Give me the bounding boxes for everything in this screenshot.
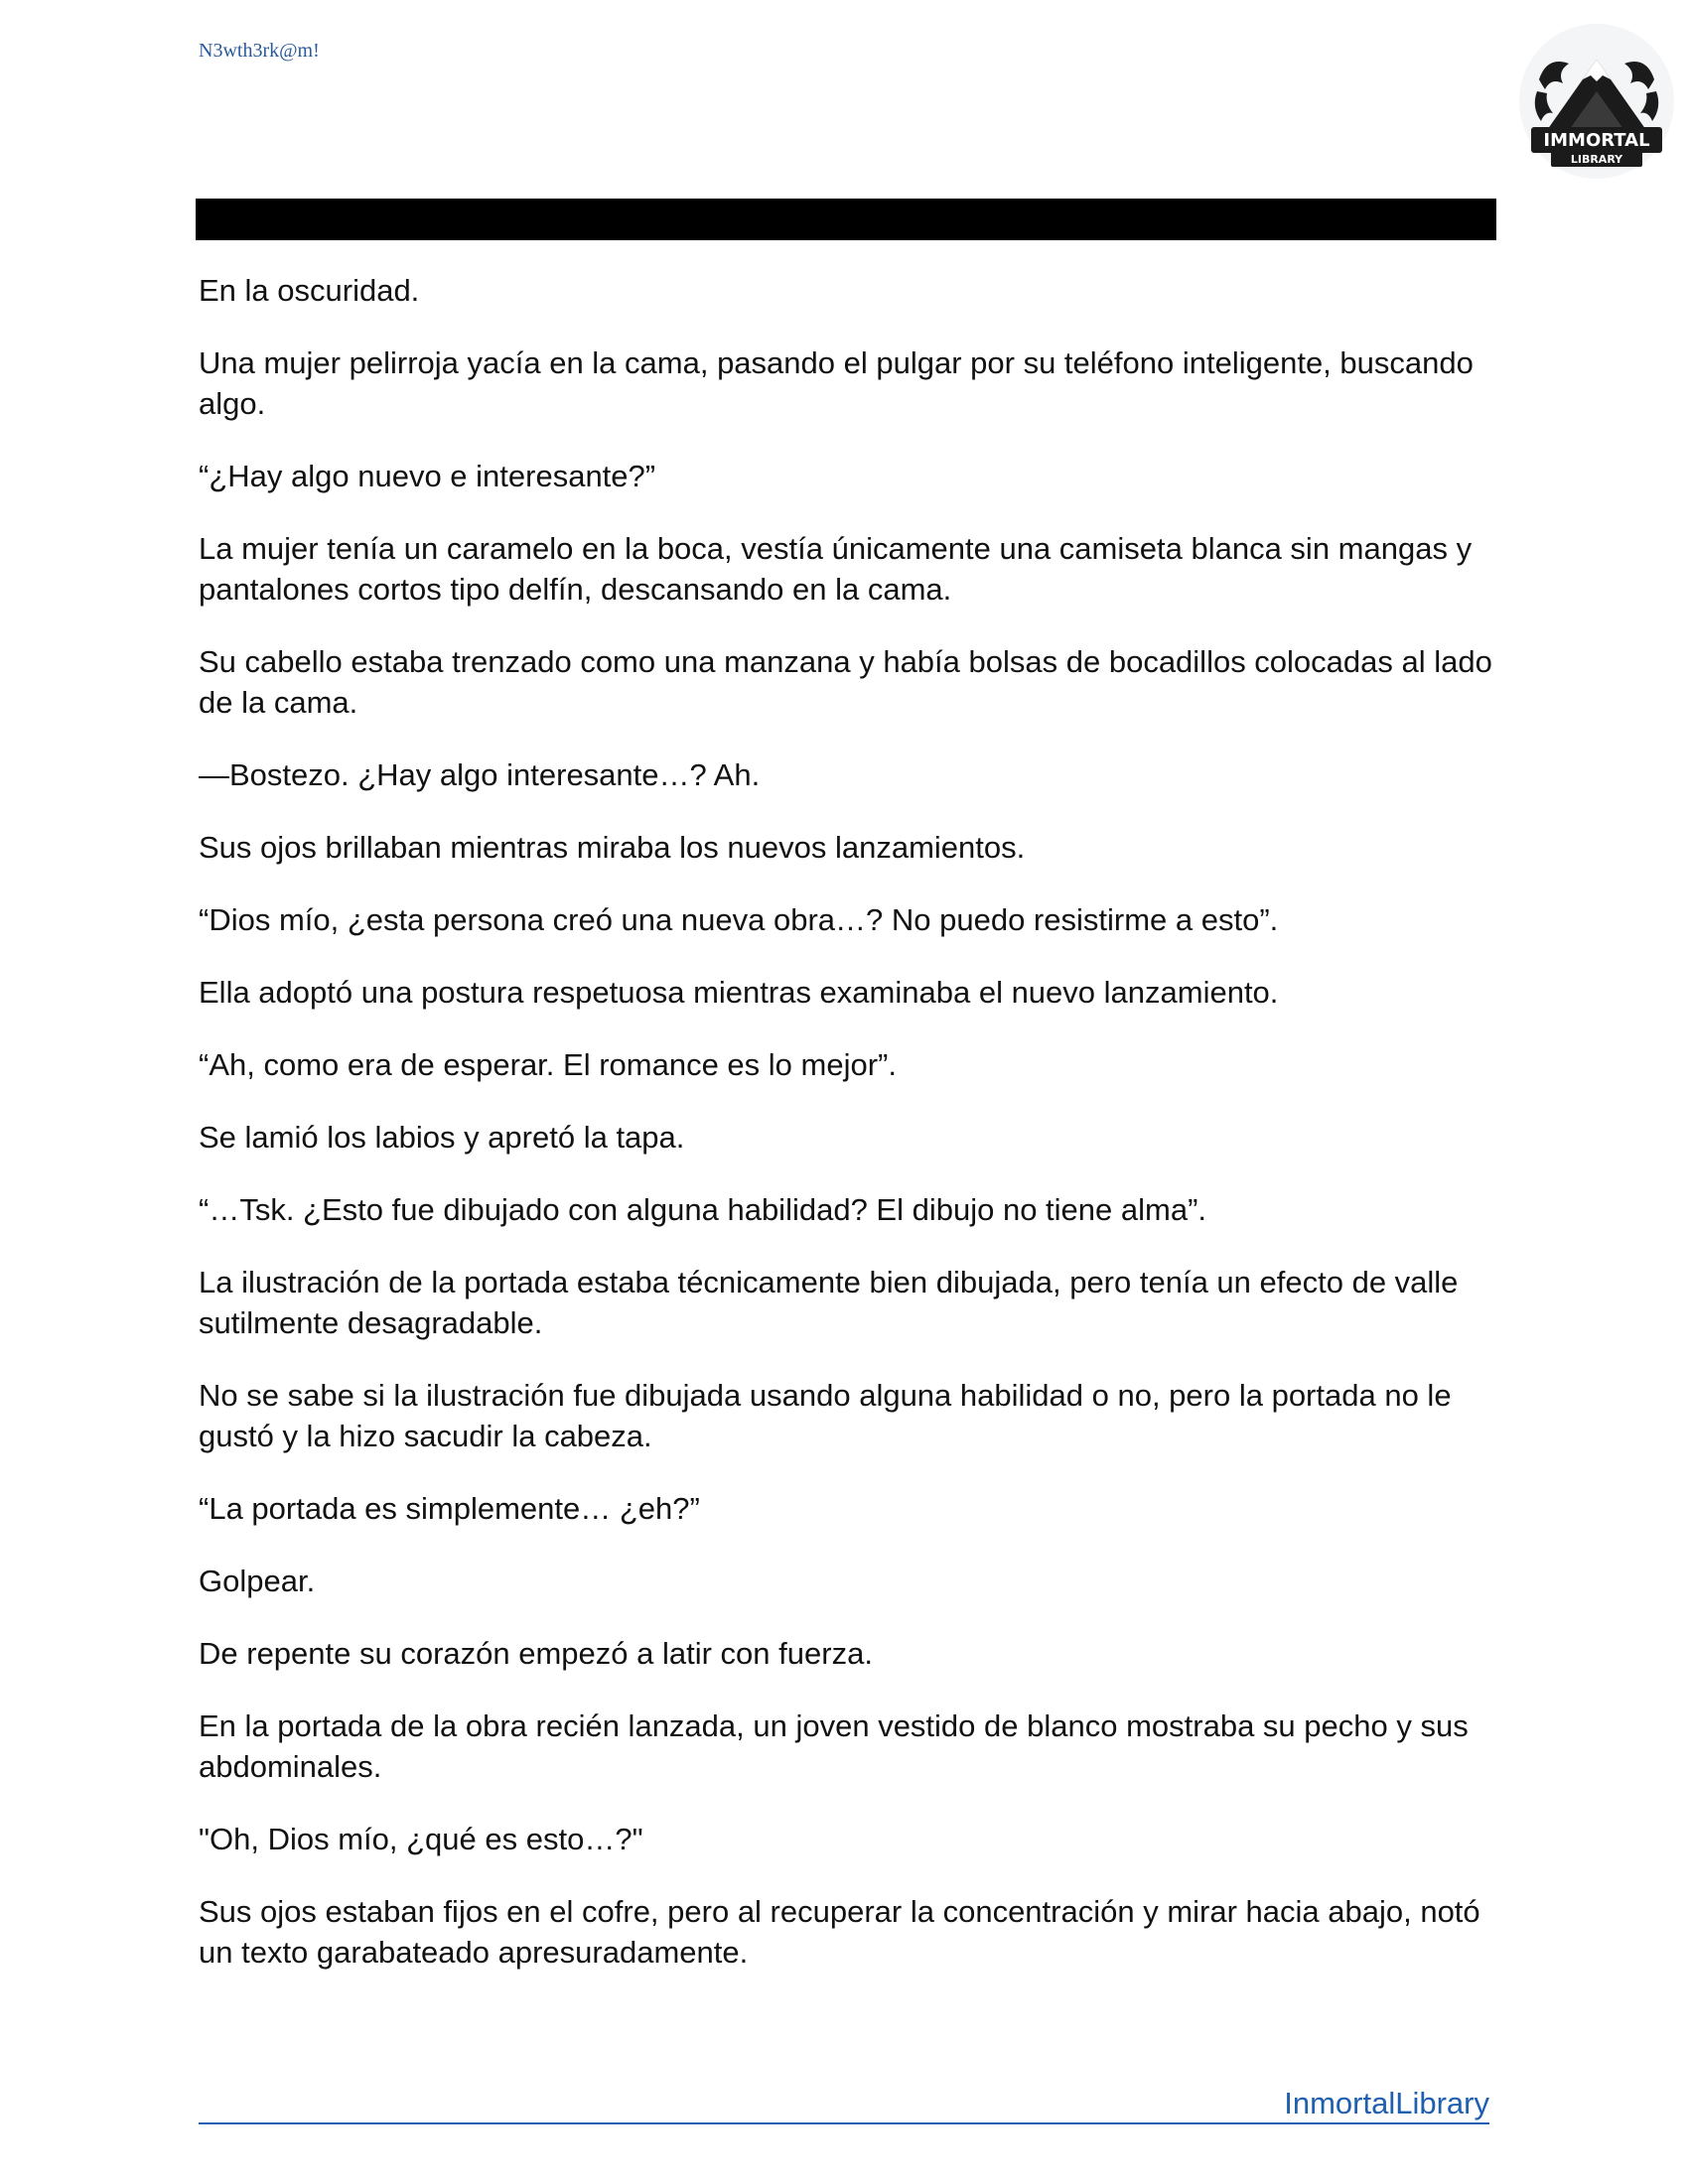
paragraph: Su cabello estaba trenzado como una manzana y había bolsas de bocadillos colocadas al lado de la cama.: [199, 644, 1492, 720]
paragraph: No se sabe si la ilustración fue dibujada usando alguna habilidad o no, pero la portada no le gustó y la hizo sacudir la cabeza.: [199, 1378, 1452, 1453]
paragraph: —Bostezo. ¿Hay algo interesante…? Ah.: [199, 757, 761, 792]
paragraph: En la oscuridad.: [199, 273, 420, 308]
paragraph: “Ah, como era de esperar. El romance es lo mejor”.: [199, 1047, 897, 1082]
paragraph: De repente su corazón empezó a latir con fuerza.: [199, 1636, 873, 1671]
paragraph: Ella adoptó una postura respetuosa mientras examinaba el nuevo lanzamiento.: [199, 975, 1279, 1010]
paragraph: En la portada de la obra recién lanzada, un joven vestido de blanco mostraba su pecho y sus abdominales.: [199, 1708, 1469, 1784]
paragraph: La mujer tenía un caramelo en la boca, vestía únicamente una camiseta blanca sin mangas y pantalones cortos tipo delfín, descansando en la cama.: [199, 531, 1473, 607]
chapter-title-bar: [196, 199, 1496, 240]
paragraph: Sus ojos estaban fijos en el cofre, pero al recuperar la concentración y mirar hacia abajo, notó un texto garabateado apresuradamente.: [199, 1894, 1480, 1970]
chapter-body: [199, 270, 1499, 2004]
paragraph: “La portada es simplemente… ¿eh?”: [199, 1491, 700, 1526]
paragraph: Se lamió los labios y apretó la tapa.: [199, 1120, 685, 1155]
paragraph: Sus ojos brillaban mientras miraba los nuevos lanzamientos.: [199, 830, 1026, 865]
paragraph: “Dios mío, ¿esta persona creó una nueva obra…? No puedo resistirme a esto”.: [199, 902, 1279, 937]
immortal-library-logo-icon: [1517, 22, 1676, 181]
logo-line-1: IMMORTAL: [1543, 130, 1650, 151]
paragraph: “…Tsk. ¿Esto fue dibujado con alguna habilidad? El dibujo no tiene alma”.: [199, 1192, 1207, 1227]
logo-line-2: LIBRARY: [1570, 153, 1623, 166]
paragraph: Golpear.: [199, 1564, 316, 1598]
paragraph: "Oh, Dios mío, ¿qué es esto…?": [199, 1822, 643, 1856]
paragraph: “¿Hay algo nuevo e interesante?”: [199, 459, 656, 493]
footer-site-link[interactable]: InmortalLibrary: [199, 2085, 1489, 2124]
header-watermark: N3wth3rk@m!: [199, 40, 320, 62]
paragraph: La ilustración de la portada estaba técnicamente bien dibujada, pero tenía un efecto de valle sutilmente desagradable.: [199, 1265, 1459, 1340]
paragraph: Una mujer pelirroja yacía en la cama, pasando el pulgar por su teléfono inteligente, buscando algo.: [199, 345, 1474, 421]
